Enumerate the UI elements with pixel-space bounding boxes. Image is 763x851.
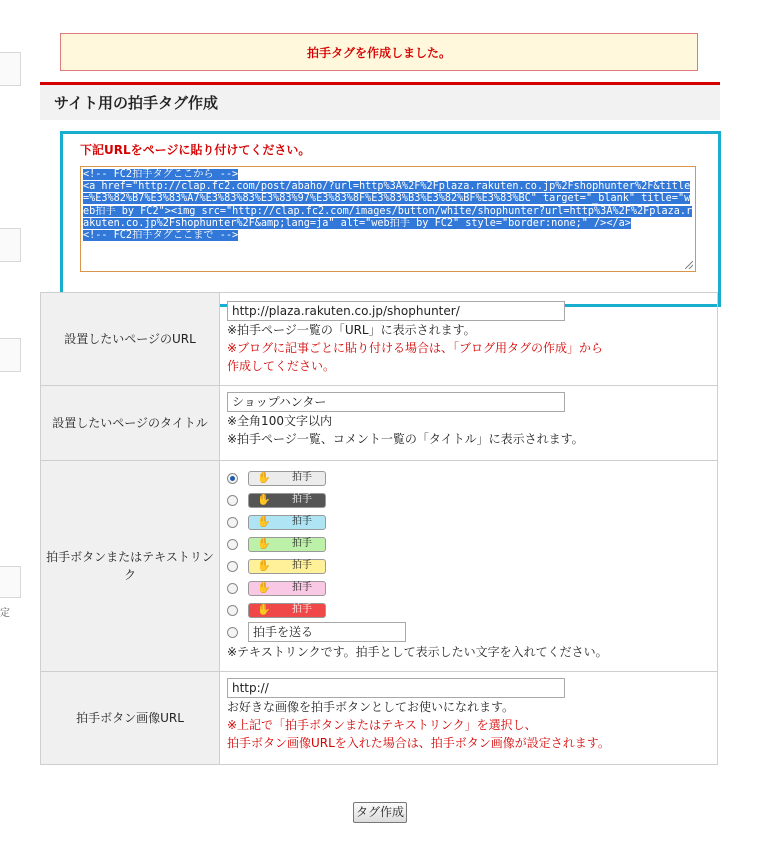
clap-button-text: 拍手 [292,472,312,483]
clap-button-text: 拍手 [292,494,312,505]
clap-hand-icon: ✋ [257,537,271,550]
sidebar-fragment [0,338,21,372]
button-style-option[interactable] [227,599,710,621]
sidebar-fragment [0,228,21,262]
clap-hand-icon: ✋ [257,559,271,572]
button-style-option[interactable] [227,467,710,489]
code-textarea[interactable] [80,166,696,272]
button-style-option[interactable] [227,489,710,511]
clap-button-options [227,467,710,621]
sidebar-fragment [0,52,21,86]
title-label: 設置したいページのタイトル [41,386,220,461]
sidebar-fragment [0,566,21,598]
button-style-option[interactable] [227,577,710,599]
clap-hand-icon: ✋ [257,603,271,616]
url-note: ※拍手ページ一覧の「URL」に表示されます。 [227,323,476,337]
url-warning-1: ※ブログに記事ごとに貼り付ける場合は、「ブログ用タグの作成」から [227,341,604,355]
clap-button-preview [248,493,326,508]
button-style-radio[interactable] [227,539,238,550]
button-style-radio[interactable] [227,473,238,484]
page-url-input[interactable]: http://plaza.rakuten.co.jp/shophunter/ [227,301,565,321]
clap-button-preview [248,515,326,530]
page-title-input[interactable]: ショップハンター [227,392,565,412]
url-label: 設置したいページのURL [41,293,220,386]
clap-button-text: 拍手 [292,582,312,593]
text-link-input[interactable]: 拍手を送る [248,622,406,642]
text-link-note: ※テキストリンクです。拍手として表示したい文字を入れてください。 [227,645,608,659]
code-text: <!-- FC2拍手タグここから --> <a href="http://clap.fc2.com/post/abaho/?url=http%3A%2F%2Fplaza.rakuten.co.jp%2Fshophunter%2F&title=%E3%82%B7%E3%83%A7%E3%83%83%E3%83%97%E3%83%8F%E3%83%B3%E3%82%BF%E3%83%BC" target="_blank" title="web拍手 by FC2"><img src="http://clap.fc2.com/images/button/white/shophunter?url=http%3A%2F%2Fplaza.rakuten.co.jp%2Fshophunter%2F&amp;lang=ja" alt="web拍手 by FC2" style="border:none;" /></a> <!-- FC2拍手タグここまで --> [83,169,693,242]
title-note-2: ※拍手ページ一覧、コメント一覧の「タイトル」に表示されます。 [227,432,584,446]
image-url-warning-1: ※上記で「拍手ボタンまたはテキストリンク」を選択し、 [227,718,537,732]
image-url-warning-2: 拍手ボタン画像URLを入れた場合は、拍手ボタン画像が設定されます。 [227,736,610,750]
clap-button-preview [248,537,326,552]
clap-button-preview [248,581,326,596]
button-style-option[interactable] [227,555,710,577]
sidebar-text: 定 [0,608,10,619]
section-title: サイト用の拍手タグ作成 [40,82,720,120]
clap-form-table [40,292,718,765]
button-label: 拍手ボタンまたはテキストリンク [41,461,220,672]
image-url-note: お好きな画像を拍手ボタンとしてお使いになれます。 [227,700,515,714]
clap-hand-icon: ✋ [257,581,271,594]
button-style-radio[interactable] [227,583,238,594]
resize-grip-icon[interactable] [685,261,693,269]
code-label: 下記URLをページに貼り付けてください。 [80,143,311,157]
clap-hand-icon: ✋ [257,515,271,528]
button-style-option[interactable] [227,511,710,533]
clap-button-text: 拍手 [292,516,312,527]
create-tag-button[interactable]: タグ作成 [353,802,407,823]
text-link-radio[interactable] [227,627,238,638]
url-warning-2: 作成してください。 [227,359,336,373]
clap-button-text: 拍手 [292,560,312,571]
clap-button-preview [248,471,326,486]
button-style-radio[interactable] [227,561,238,572]
button-style-radio[interactable] [227,495,238,506]
clap-button-text: 拍手 [292,538,312,549]
clap-button-text: 拍手 [292,604,312,615]
clap-hand-icon: ✋ [257,493,271,506]
button-style-radio[interactable] [227,605,238,616]
image-url-label: 拍手ボタン画像URL [41,672,220,765]
clap-hand-icon: ✋ [257,471,271,484]
button-style-option[interactable] [227,533,710,555]
button-style-radio[interactable] [227,517,238,528]
image-url-input[interactable]: http:// [227,678,565,698]
clap-button-preview [248,603,326,618]
title-note-1: ※全角100文字以内 [227,414,332,428]
success-notice: 拍手タグを作成しました。 [60,33,698,71]
clap-button-preview [248,559,326,574]
